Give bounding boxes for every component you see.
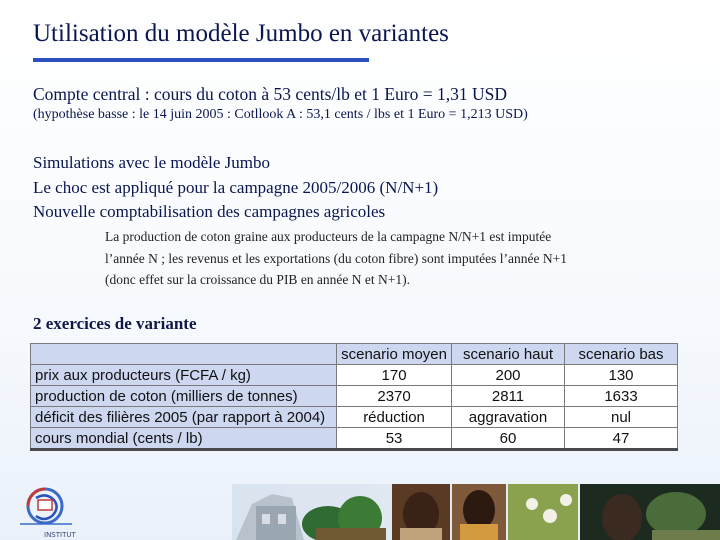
variants-table <box>30 343 678 451</box>
row-label: production de coton (milliers de tonnes) <box>31 386 337 407</box>
table-header-cell: scenario bas <box>565 344 678 365</box>
table-header-cell: scenario moyen <box>337 344 452 365</box>
low-hypothesis-text: (hypothèse basse : le 14 juin 2005 : Cotllook A : 53,1 cents / lbs et 1 Euro = 1,213 USD) <box>33 107 528 122</box>
row-label: prix aux producteurs (FCFA / kg) <box>31 365 337 386</box>
table-cell: 170 <box>337 365 452 386</box>
table-cell: 1633 <box>565 386 678 407</box>
table-row <box>31 386 678 407</box>
note-line: (donc effet sur la croissance du PIB en année N et N+1). <box>105 272 411 287</box>
table-cell: nul <box>565 407 678 428</box>
table-cell: 2811 <box>452 386 565 407</box>
table-header-cell: scenario haut <box>452 344 565 365</box>
exercises-heading: 2 exercices de variante <box>33 314 197 333</box>
table-cell: 200 <box>452 365 565 386</box>
title-underline <box>33 58 369 62</box>
row-label: cours mondial (cents / lb) <box>31 428 337 450</box>
row-label: déficit des filières 2005 (par rapport à 2004) <box>31 407 337 428</box>
table-cell: réduction <box>337 407 452 428</box>
table-cell: 2370 <box>337 386 452 407</box>
note-line: La production de coton graine aux producteurs de la campagne N/N+1 est imputée <box>105 229 552 244</box>
central-account-text: Compte central : cours du coton à 53 cents/lb et 1 Euro = 1,31 USD <box>33 84 508 104</box>
accounting-note <box>105 226 665 291</box>
simulations-heading: Simulations avec le modèle Jumbo <box>33 153 271 172</box>
simulations-block <box>33 151 438 225</box>
institute-logo <box>14 480 78 540</box>
table-header-row <box>31 344 678 365</box>
svg-text:INSTITUT: INSTITUT <box>44 531 76 539</box>
note-line: l’année N ; les revenus et les exportations (du coton fibre) sont imputées l’année N+1 <box>105 250 567 266</box>
table-row <box>31 428 678 450</box>
table-header-empty <box>31 344 337 365</box>
table-cell: 53 <box>337 428 452 450</box>
table-cell: 130 <box>565 365 678 386</box>
shock-text: Le choc est appliqué pour la campagne 2005/2006 (N/N+1) <box>33 177 439 197</box>
accounting-text: Nouvelle comptabilisation des campagnes agricoles <box>33 202 386 221</box>
table-row <box>31 365 678 386</box>
photo-strip-image <box>232 484 720 540</box>
table-cell: 47 <box>565 428 678 450</box>
table-cell: 60 <box>452 428 565 450</box>
table-row <box>31 407 678 428</box>
table-cell: aggravation <box>452 407 565 428</box>
slide-title: Utilisation du modèle Jumbo en variantes <box>33 20 449 47</box>
